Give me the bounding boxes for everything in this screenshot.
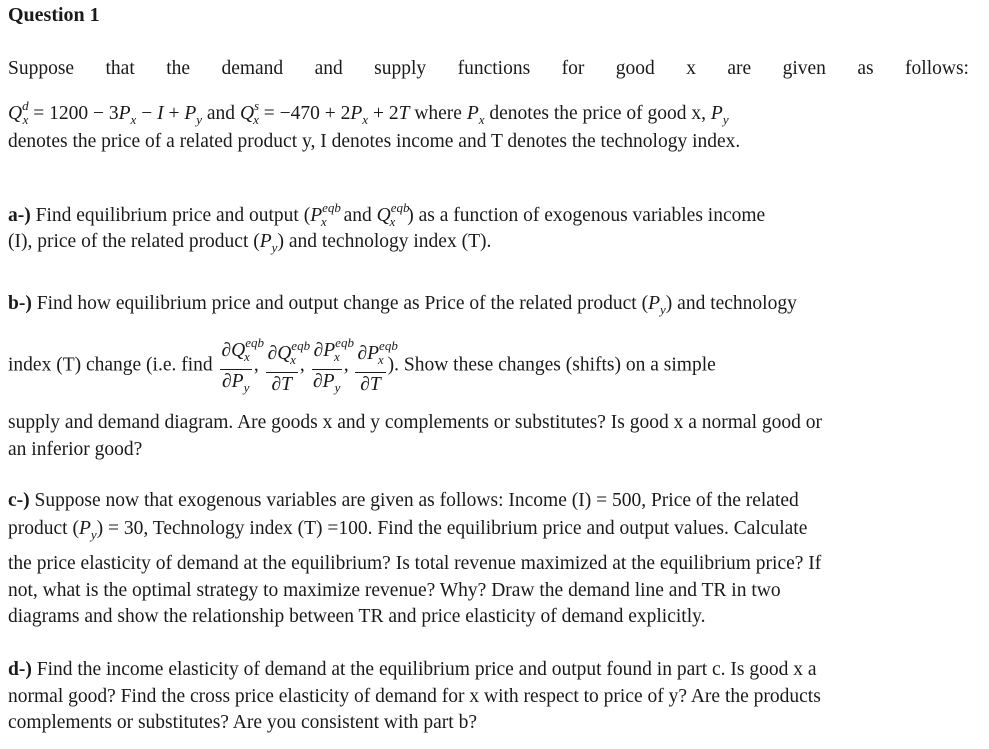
and-text: and: [202, 103, 240, 124]
qd-sub: x: [22, 112, 29, 127]
py-sub: y: [271, 240, 278, 255]
part-c-label: c-): [8, 490, 30, 511]
comma: ,: [299, 354, 305, 376]
income-symbol: I: [157, 103, 164, 124]
intro-word: x: [686, 58, 696, 79]
py-sub: y: [660, 302, 666, 317]
where-text: where: [409, 103, 467, 124]
part-d-line-2: normal good? Find the cross price elasticity of demand for x with respect to price of y? Are the products: [8, 686, 821, 707]
qd-symbol: Q: [8, 103, 23, 124]
intro-word: functions: [457, 58, 531, 79]
frac-num-sup: eqb: [335, 335, 354, 350]
q-eqb-sub: x: [389, 214, 396, 229]
intro-word: that: [105, 58, 135, 79]
part-b-line2-end: ). Show these changes (shifts) on a simple: [387, 354, 716, 376]
frac-den: ∂T: [360, 374, 381, 395]
qs-sup: s: [254, 98, 260, 113]
py-symbol: P: [259, 231, 272, 252]
part-b-label: b-): [8, 293, 32, 314]
intro-equations-line: [8, 95, 729, 131]
frac-den-sub: y: [334, 380, 341, 395]
part-c-line-5: diagrams and show the relationship between TR and price elasticity of demand explicitly.: [8, 606, 706, 627]
frac-num-sup: eqb: [291, 338, 311, 353]
part-a-line-2: [8, 231, 491, 259]
p-eqb-sup: eqb: [322, 200, 341, 215]
q-eqb-symbol: Q: [376, 205, 391, 226]
intro-word: good: [615, 58, 655, 79]
px-symbol: P: [466, 103, 479, 124]
p-eqb-sub: x: [320, 214, 327, 229]
p-eqb-symbol: P: [310, 205, 323, 226]
intro-word: given: [782, 58, 826, 79]
qs-symbol: Q: [239, 103, 255, 124]
py-sub: y: [196, 112, 203, 127]
frac-num-sub: x: [244, 349, 250, 364]
qd-rhs-2: −: [136, 103, 158, 124]
derivative-dq-dpy: [220, 332, 265, 399]
part-c-line-1: [8, 490, 799, 512]
frac-den: ∂P: [313, 371, 335, 392]
frac-den-sub: y: [243, 380, 250, 395]
frac-num-sup: eqb: [379, 338, 398, 353]
part-a-line2-text: (I), price of the related product (: [8, 231, 260, 252]
qs-sub: x: [253, 112, 259, 127]
part-c-text: Suppose now that exogenous variables are given as follows: Income (I) = 500, Price of the related: [29, 490, 799, 511]
px-sub: x: [362, 112, 369, 127]
py-symbol: P: [648, 293, 661, 314]
frac-num: ∂Q: [221, 340, 246, 361]
frac-num: ∂P: [357, 343, 380, 364]
intro-word: are: [727, 58, 752, 79]
frac-num-sub: x: [290, 352, 296, 367]
intro-word: the: [166, 58, 191, 79]
part-c-line-2: [8, 518, 807, 546]
px-symbol: P: [118, 103, 131, 124]
comma: ,: [253, 354, 259, 376]
frac-num-sup: eqb: [245, 335, 265, 350]
derivative-dp-dt: [355, 335, 398, 396]
py-sub: y: [722, 112, 729, 127]
intro-line-1: [8, 58, 969, 80]
frac-den: ∂T: [271, 374, 292, 395]
qs-rhs-1: = −470 + 2: [258, 103, 351, 124]
tech-symbol: T: [398, 103, 410, 124]
px-sub: x: [130, 112, 137, 127]
comma: ,: [343, 354, 349, 376]
py-symbol: P: [78, 518, 91, 539]
part-c-line2-text: product (: [8, 518, 79, 539]
q-eqb-sup: eqb: [390, 200, 410, 215]
qd-rhs-3: +: [163, 103, 185, 124]
part-b-line2-start: index (T) change (i.e. find: [8, 354, 213, 376]
intro-word: and: [314, 58, 343, 79]
part-d-label: d-): [8, 659, 32, 680]
part-a-text-2: ) as a function of exogenous variables income: [407, 205, 766, 226]
part-d-line-1: [8, 659, 817, 681]
frac-num-sub: x: [333, 349, 340, 364]
px-symbol: P: [350, 103, 363, 124]
derivative-dp-dpy: [312, 332, 354, 399]
intro-word: demand: [221, 58, 284, 79]
py-sub: y: [90, 527, 97, 542]
part-c-line-4: not, what is the optimal strategy to maximize revenue? Why? Draw the demand line and TR in two: [8, 580, 781, 601]
part-a-text: Find equilibrium price and output (: [30, 205, 311, 226]
where-text-2: denotes the price of good x,: [484, 103, 711, 124]
derivative-dq-dt: [266, 335, 311, 396]
frac-den: ∂P: [222, 371, 244, 392]
frac-num: ∂Q: [267, 343, 292, 364]
part-a-label: a-): [8, 205, 31, 226]
py-symbol: P: [710, 103, 723, 124]
part-d-text: Find the income elasticity of demand at the equilibrium price and output found in part c. Is good x a: [31, 659, 817, 680]
and-text: and: [338, 205, 377, 226]
part-b-line-2: [8, 332, 716, 399]
part-b-line-1: [8, 293, 797, 321]
part-b-text-2: ) and technology: [665, 293, 797, 314]
frac-num: ∂P: [313, 340, 336, 361]
intro-line-3: denotes the price of a related product y, I denotes income and T denotes the technology index.: [8, 131, 741, 152]
intro-word: for: [561, 58, 585, 79]
qs-rhs-2: + 2: [368, 103, 399, 124]
part-a-line2-end: ) and technology index (T).: [277, 231, 492, 252]
frac-num-sub: x: [377, 352, 384, 367]
intro-word: follows:: [905, 58, 969, 79]
part-a-line-1: [8, 197, 765, 233]
question-title: Question 1: [8, 4, 100, 26]
part-b-line-3: supply and demand diagram. Are goods x and y complements or substitutes? Is good x a normal good or: [8, 412, 822, 433]
intro-word: Suppose: [8, 58, 75, 79]
py-symbol: P: [184, 103, 197, 124]
part-c-line2-end: ) = 30, Technology index (T) =100. Find the equilibrium price and output values. Calculate: [96, 518, 808, 539]
part-b-line-4: an inferior good?: [8, 439, 143, 460]
intro-word: as: [857, 58, 874, 79]
part-c-line-3: the price elasticity of demand at the equilibrium? Is total revenue maximized at the equilibrium price? If: [8, 553, 822, 574]
px-sub: x: [478, 112, 485, 127]
qd-sup: d: [22, 98, 29, 113]
part-b-text: Find how equilibrium price and output change as Price of the related product (: [31, 293, 649, 314]
qd-rhs-1: = 1200 − 3: [28, 103, 119, 124]
part-d-line-3: complements or substitutes? Are you consistent with part b?: [8, 712, 477, 733]
intro-word: supply: [374, 58, 427, 79]
